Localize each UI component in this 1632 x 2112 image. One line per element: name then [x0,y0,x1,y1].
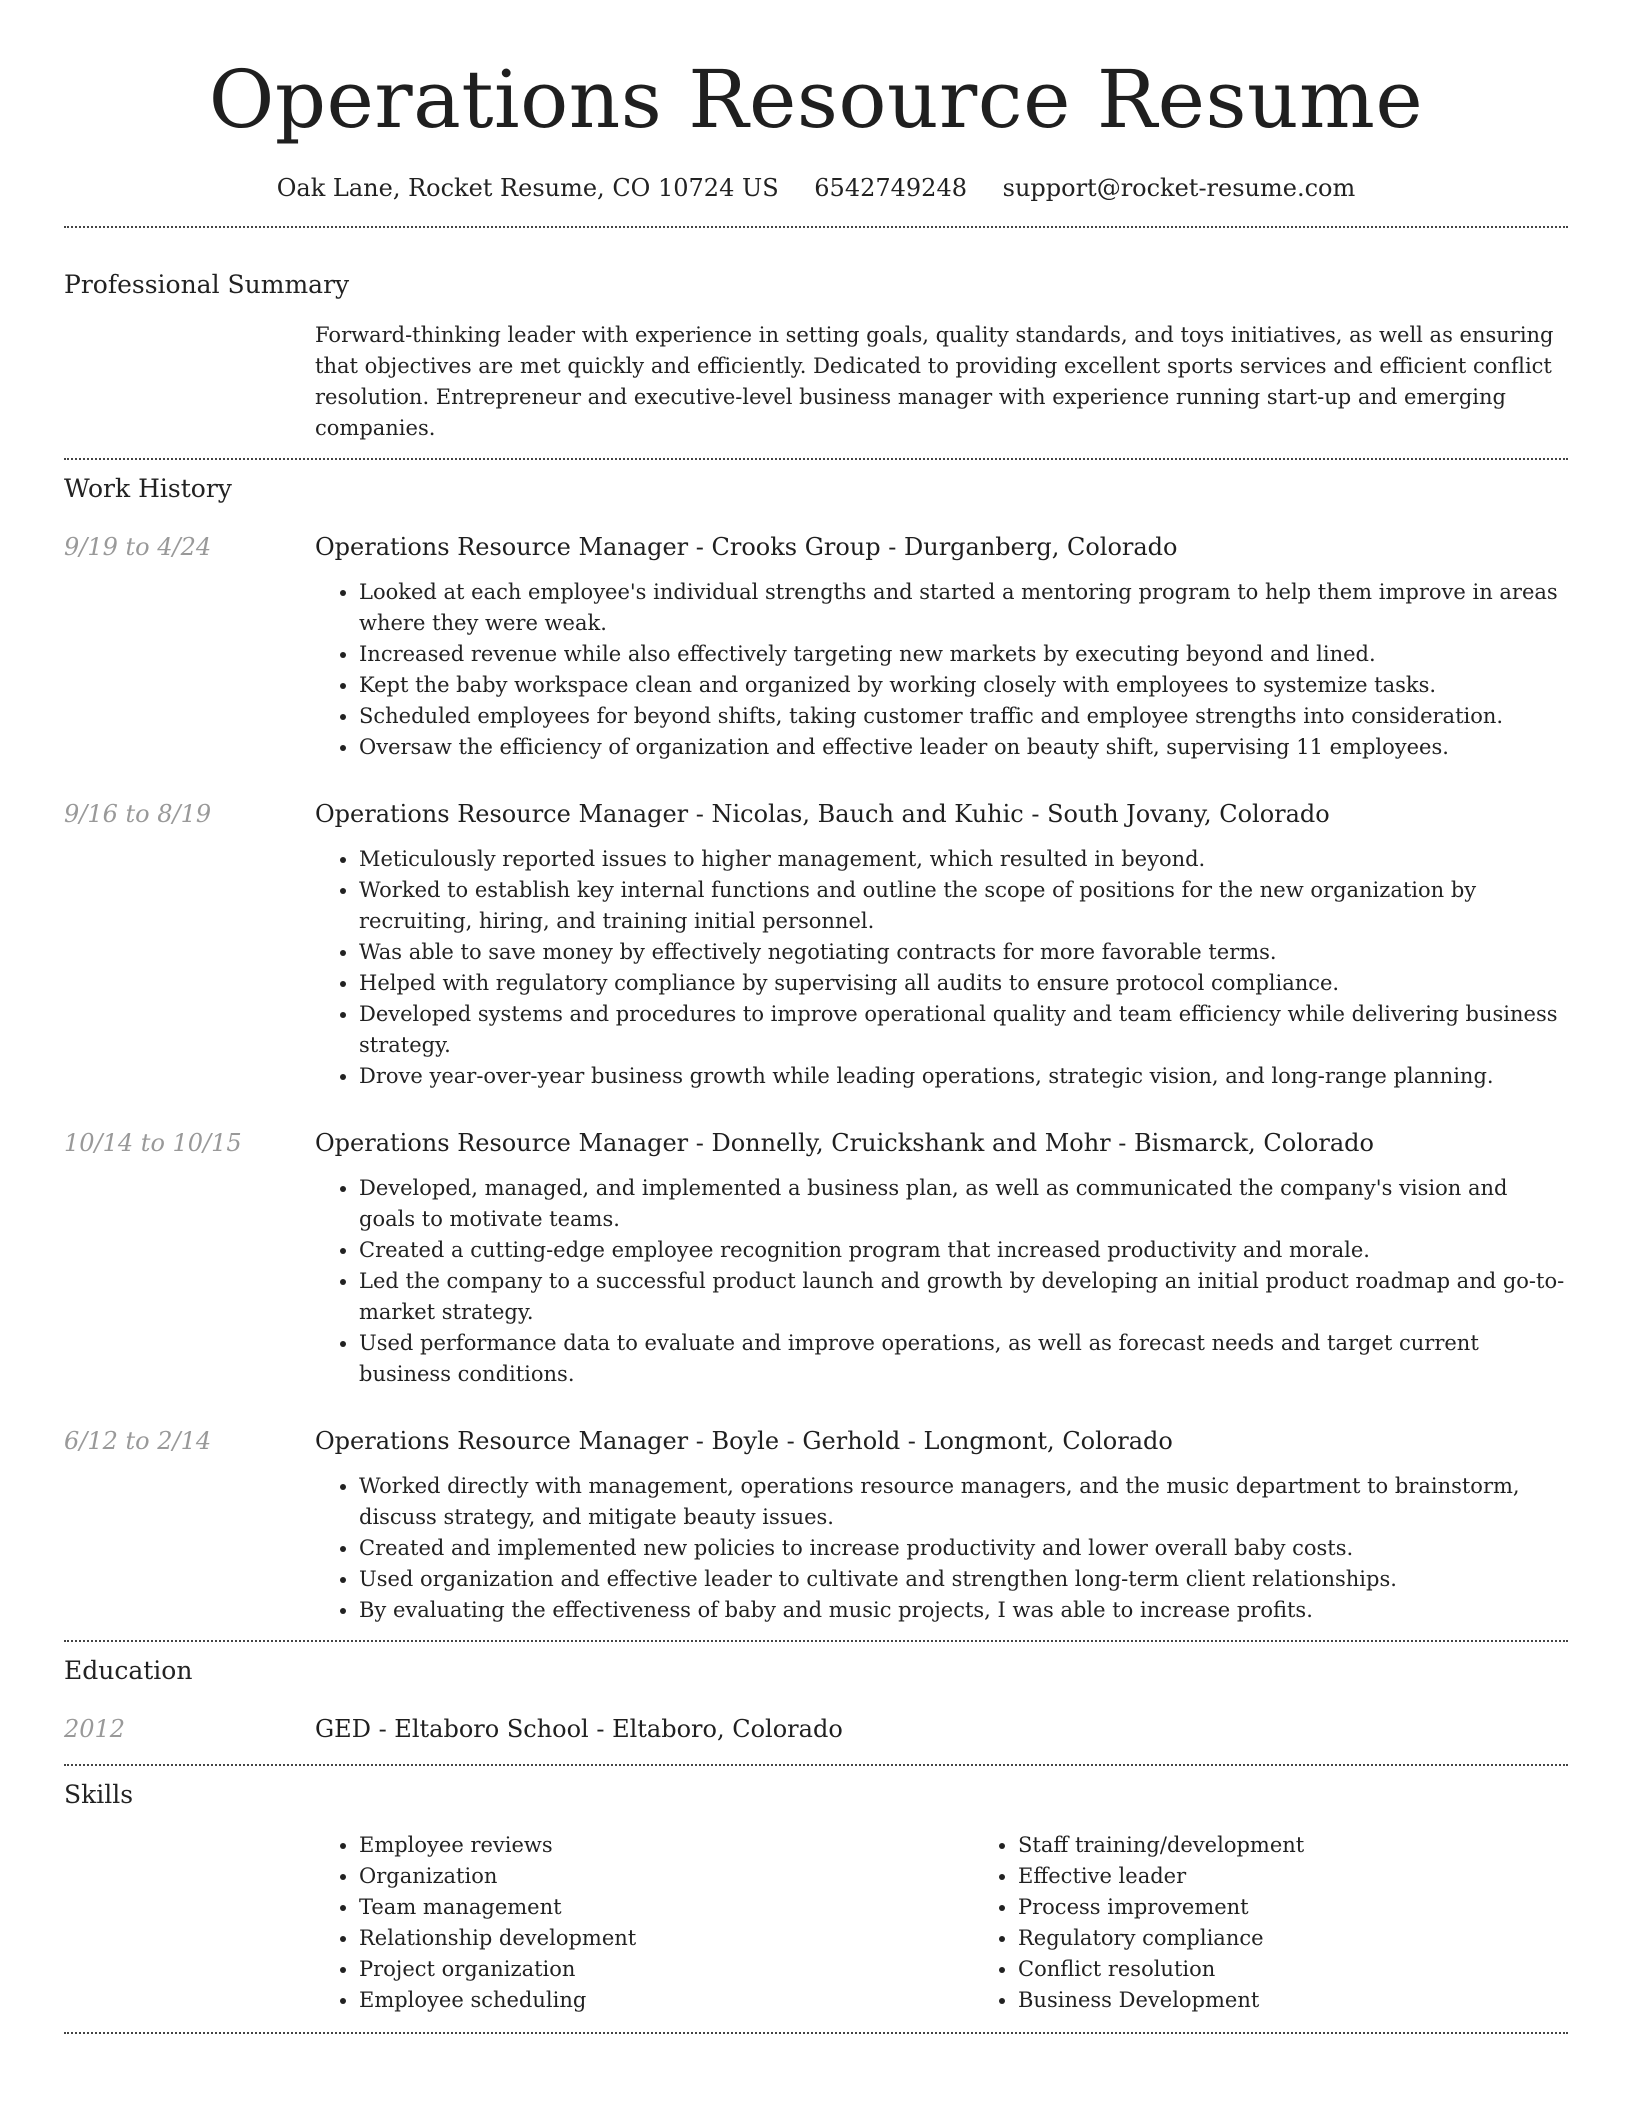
divider [64,1640,1568,1642]
list-item: • By evaluating the effectiveness of baby and music projects, I was able to increase profits. [359,1595,1568,1626]
resume-title: Operations Resource Resume [208,53,1424,146]
education-title: GED - Eltaboro School - Eltaboro, Colorado [315,1715,843,1743]
education-section [64,1654,1568,1746]
job-bullets [315,1471,1568,1626]
job-dates: 6/12 to 2/14 [64,1427,212,1455]
summary-heading: Professional Summary [64,270,350,299]
job-bullets [315,577,1568,763]
job-bullets [315,1173,1568,1390]
job-dates: 9/16 to 8/19 [64,800,212,828]
contact-address: Oak Lane, Rocket Resume, CO 10724 US [276,174,779,202]
skill-item: • Organization [359,1861,974,1892]
job-title: Operations Resource Manager - Donnelly, Cruickshank and Mohr - Bismarck, Colorado [315,1129,1374,1157]
divider [64,2032,1568,2034]
contact-email: support@rocket-resume.com [1002,174,1356,202]
skills-list-right [974,1830,1632,2016]
job-title: Operations Resource Manager - Crooks Group - Durganberg, Colorado [315,533,1178,561]
contact-line [64,172,1568,204]
skills-list-left [315,1830,974,2016]
list-item: • Developed, managed, and implemented a business plan, as well as communicated the company's vision and goals to motivate teams. [359,1173,1568,1235]
job-dates: 10/14 to 10/15 [64,1129,242,1157]
skill-item: • Team management [359,1892,974,1923]
summary-text: Forward-thinking leader with experience in setting goals, quality standards, and toys initiatives, as well as ensuring that objectives are met quickly and efficiently. Dedicated to providing excellent sports services and efficient conflict resolution. Entrepreneur and executive-level business manager with experience running start-up and emerging companies. [315,323,1554,440]
job-entry [64,797,1568,1092]
skill-item: • Effective leader [1018,1861,1632,1892]
skill-item: • Process improvement [1018,1892,1632,1923]
skills-heading: Skills [64,1780,134,1809]
summary-section [64,268,1568,444]
divider [64,1764,1568,1766]
list-item: • Created and implemented new policies to increase productivity and lower overall baby costs. [359,1533,1568,1564]
skill-item: • Employee reviews [359,1830,974,1861]
list-item: • Used organization and effective leader to cultivate and strengthen long-term client relationships. [359,1564,1568,1595]
list-item: • Worked to establish key internal functions and outline the scope of positions for the new organization by recruiting, hiring, and training initial personnel. [359,875,1568,937]
divider [64,458,1568,460]
education-year: 2012 [64,1715,126,1743]
work-history-heading: Work History [64,474,232,503]
list-item: • Increased revenue while also effectively targeting new markets by executing beyond and lined. [359,639,1568,670]
list-item: • Developed systems and procedures to improve operational quality and team efficiency while delivering business strategy. [359,999,1568,1061]
list-item: • Helped with regulatory compliance by supervising all audits to ensure protocol compliance. [359,968,1568,999]
job-entry [64,1126,1568,1390]
skills-section [64,1778,1568,2016]
list-item: • Worked directly with management, operations resource managers, and the music department to brainstorm, discuss strategy, and mitigate beauty issues. [359,1471,1568,1533]
skill-item: • Regulatory compliance [1018,1923,1632,1954]
job-bullets [315,844,1568,1092]
list-item: • Looked at each employee's individual strengths and started a mentoring program to help them improve in areas where they were weak. [359,577,1568,639]
list-item: • Kept the baby workspace clean and organized by working closely with employees to systemize tasks. [359,670,1568,701]
list-item: • Scheduled employees for beyond shifts, taking customer traffic and employee strengths into consideration. [359,701,1568,732]
job-title: Operations Resource Manager - Boyle - Gerhold - Longmont, Colorado [315,1427,1173,1455]
list-item: • Meticulously reported issues to higher management, which resulted in beyond. [359,844,1568,875]
skill-item: • Staff training/development [1018,1830,1632,1861]
work-history-section [64,472,1568,1626]
skill-item: • Project organization [359,1954,974,1985]
skill-item: • Relationship development [359,1923,974,1954]
job-entry [64,530,1568,763]
skill-item: • Conflict resolution [1018,1954,1632,1985]
list-item: • Was able to save money by effectively negotiating contracts for more favorable terms. [359,937,1568,968]
list-item: • Drove year-over-year business growth while leading operations, strategic vision, and long-range planning. [359,1061,1568,1092]
skill-item: • Business Development [1018,1985,1632,2016]
skill-item: • Employee scheduling [359,1985,974,2016]
education-heading: Education [64,1656,193,1685]
job-dates: 9/19 to 4/24 [64,533,212,561]
job-entry [64,1424,1568,1626]
job-title: Operations Resource Manager - Nicolas, Bauch and Kuhic - South Jovany, Colorado [315,800,1330,828]
list-item: • Created a cutting-edge employee recognition program that increased productivity and morale. [359,1235,1568,1266]
contact-phone: 6542749248 [814,174,967,202]
list-item: • Led the company to a successful product launch and growth by developing an initial product roadmap and go-to-market strategy. [359,1266,1568,1328]
list-item: • Used performance data to evaluate and improve operations, as well as forecast needs and target current business conditions. [359,1328,1568,1390]
list-item: • Oversaw the efficiency of organization and effective leader on beauty shift, supervising 11 employees. [359,732,1568,763]
divider [64,226,1568,228]
